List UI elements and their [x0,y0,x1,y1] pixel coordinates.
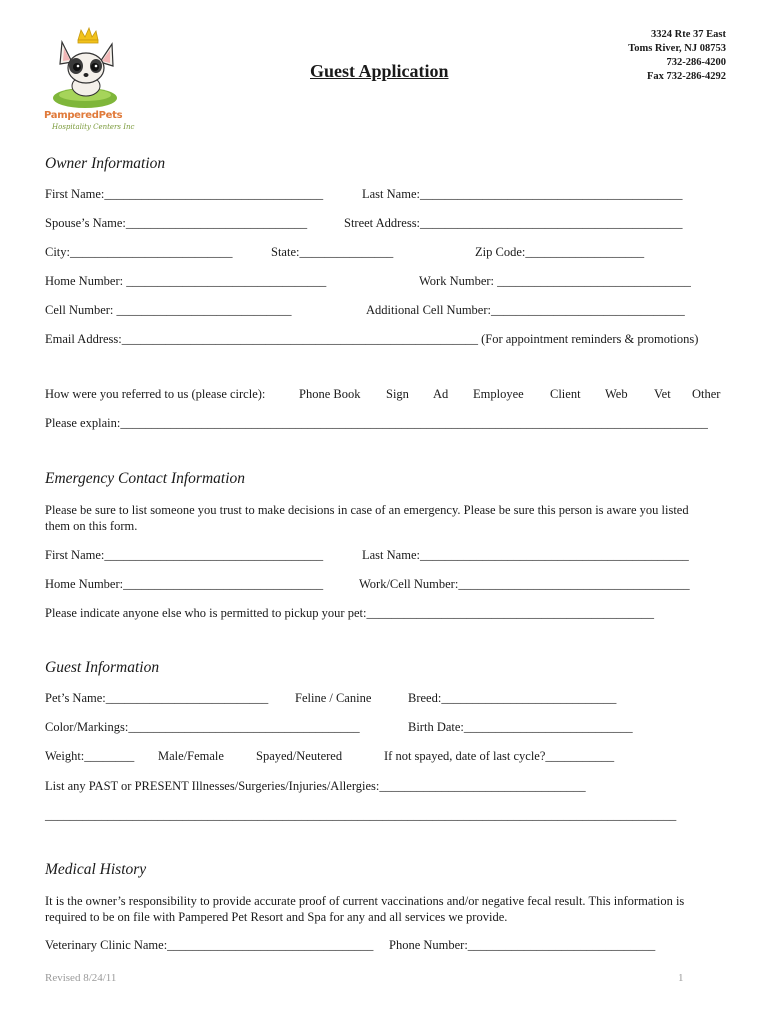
sex-option[interactable]: Male/Female [158,749,224,763]
owner-first-name-field[interactable]: First Name:___________________________________ [45,187,324,201]
email-field[interactable]: Email Address:_________________________________________________________ (For appointment reminders & promotions) [45,332,699,346]
emergency-home-number-field[interactable]: Home Number:________________________________ [45,577,324,591]
referral-option-ad[interactable]: Ad [433,387,449,401]
logo-brand: PamperedPets [44,110,123,121]
owner-heading: Owner Information [45,155,166,172]
referral-option-phone-book[interactable]: Phone Book [299,387,361,401]
address-city: Toms River, NJ 08753 [628,43,726,54]
referral-option-other[interactable]: Other [692,387,721,401]
guest-heading: Guest Information [45,659,160,676]
referral-option-vet[interactable]: Vet [654,387,671,401]
spayed-neutered-option[interactable]: Spayed/Neutered [256,749,343,763]
revised-date: Revised 8/24/11 [45,972,117,984]
emergency-work-cell-field[interactable]: Work/Cell Number:_____________________________________ [359,577,690,591]
chihuahua-logo-icon [40,22,130,112]
emergency-last-name-field[interactable]: Last Name:___________________________________________ [362,548,689,562]
referral-option-web[interactable]: Web [605,387,628,401]
weight-field[interactable]: Weight:________ [45,749,135,763]
address-phone: 732-286-4200 [666,57,726,68]
birth-date-field[interactable]: Birth Date:___________________________ [408,720,633,734]
breed-field[interactable]: Breed:____________________________ [408,691,617,705]
state-field[interactable]: State:_______________ [271,245,394,259]
color-markings-field[interactable]: Color/Markings:_____________________________________ [45,720,360,734]
address-fax: Fax 732-286-4292 [646,71,726,82]
referral-option-employee[interactable]: Employee [473,387,524,401]
referral-explain-field[interactable]: Please explain:______________________________________________________________________________________________ [45,416,708,430]
referral-question: How were you referred to us (please circle): [45,387,266,401]
logo-tagline: Hospitality Centers Inc [52,123,135,131]
owner-last-name-field[interactable]: Last Name:__________________________________________ [362,187,683,201]
emergency-note: Please be sure to list someone you trust to make decisions in case of an emergency. Please be sure this person is aware you listed them on this form. [45,503,689,533]
owner-home-number-field[interactable]: Home Number: ________________________________ [45,274,327,288]
medical-note: It is the owner’s responsibility to provide accurate proof of current vaccinations and/or negative fecal result. This information is required to be on file with Pampered Pet Resort and Spa for any and all services we provide. [45,894,685,924]
page-number: 1 [678,972,684,984]
illnesses-field[interactable]: List any PAST or PRESENT Illnesses/Surgeries/Injuries/Allergies:_________________________________ [45,779,586,793]
feline-canine-option[interactable]: Feline / Canine [295,691,372,705]
illnesses-continuation-line[interactable]: _____________________________________________________________________________________________________ [45,808,677,822]
pickup-permission-field[interactable]: Please indicate anyone else who is permitted to pickup your pet:______________________________________________ [45,606,654,620]
logo [40,22,135,134]
vet-phone-field[interactable]: Phone Number:______________________________ [389,938,656,952]
referral-option-client[interactable]: Client [550,387,581,401]
emergency-first-name-field[interactable]: First Name:___________________________________ [45,548,324,562]
pets-name-field[interactable]: Pet’s Name:__________________________ [45,691,269,705]
spouse-name-field[interactable]: Spouse’s Name:_____________________________ [45,216,308,230]
address-street: 3324 Rte 37 East [651,29,726,40]
page-title: Guest Application [310,61,449,81]
referral-option-sign[interactable]: Sign [386,387,409,401]
last-cycle-field[interactable]: If not spayed, date of last cycle?___________ [384,749,615,763]
street-address-field[interactable]: Street Address:__________________________________________ [344,216,683,230]
vet-clinic-field[interactable]: Veterinary Clinic Name:_________________________________ [45,938,374,952]
additional-cell-field[interactable]: Additional Cell Number:_______________________________ [366,303,685,317]
owner-work-number-field[interactable]: Work Number: _______________________________ [419,274,691,288]
city-field[interactable]: City:__________________________ [45,245,233,259]
emergency-heading: Emergency Contact Information [45,470,246,487]
medical-heading: Medical History [45,861,147,878]
zip-code-field[interactable]: Zip Code:___________________ [475,245,645,259]
cell-number-field[interactable]: Cell Number: ____________________________ [45,303,292,317]
